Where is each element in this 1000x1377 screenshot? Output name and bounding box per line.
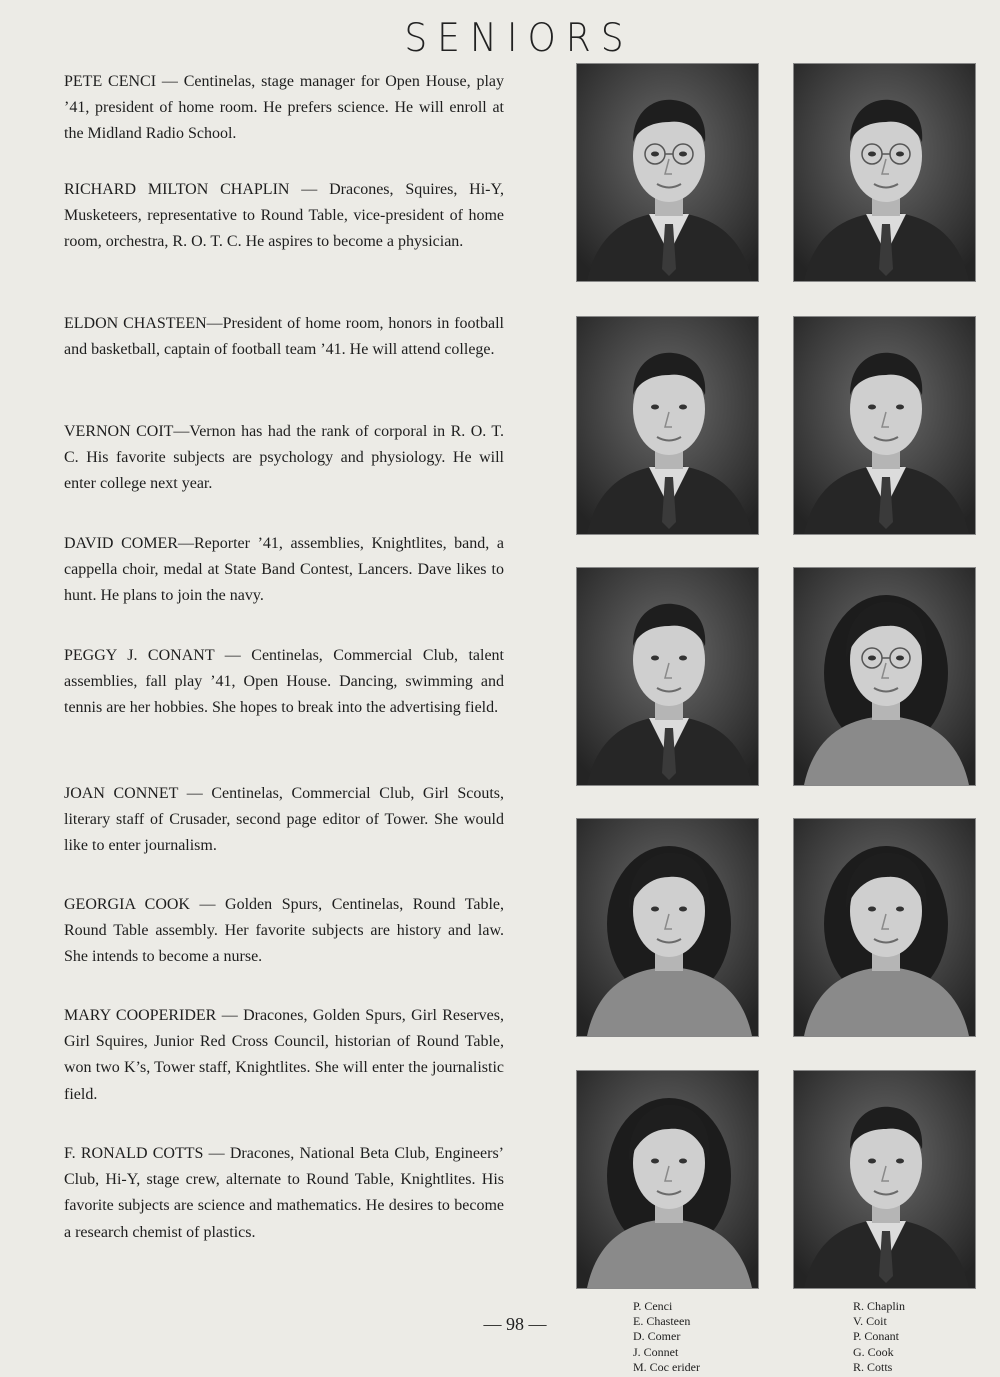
- portrait-photo-cooperider: [576, 1070, 759, 1289]
- page-number: — 98 —: [483, 1314, 547, 1334]
- page-title: SENIORS: [404, 15, 634, 62]
- caption-name: E. Chasteen: [633, 1314, 691, 1329]
- bio-cenci: PETE CENCI — Centinelas, stage manager for Open House, play ’41, president of home room. He prefers science. He will enroll at the Midland Radio School.: [64, 73, 504, 143]
- bio-chasteen: ELDON CHASTEEN—President of home room, honors in football and basketball, captain of football team ’41. He will attend college.: [64, 315, 504, 359]
- portrait-photo-comer: [576, 567, 759, 786]
- portrait-photo-cotts: [793, 1070, 976, 1289]
- portrait-photo-cook: [793, 818, 976, 1037]
- bio-coit: VERNON COIT—Vernon has had the rank of corporal in R. O. T. C. His favorite subjects are psychology and physiology. He will enter college next year.: [64, 423, 504, 493]
- bio-chaplin: RICHARD MILTON CHAPLIN — Dracones, Squires, Hi-Y, Musketeers, representative to Round Table, vice-president of home room, orchestra, R. O. T. C. He aspires to become a physician.: [64, 181, 504, 251]
- caption-name: P. Cenci: [633, 1299, 673, 1313]
- caption-name: R. Chaplin: [853, 1299, 906, 1313]
- portrait-photo-chaplin: [793, 63, 976, 282]
- caption-name: D. Comer: [633, 1329, 681, 1344]
- portrait-photo-conant: [793, 567, 976, 786]
- caption-name: R. Cotts: [853, 1359, 893, 1374]
- portrait-photo-chasteen: [576, 316, 759, 535]
- caption-name: J. Connet: [633, 1344, 679, 1359]
- bio-connet: JOAN CONNET — Centinelas, Commercial Club, Girl Scouts, literary staff of Crusader, second page editor of Tower. She would like to enter journalism.: [64, 785, 504, 855]
- caption-right-column: [853, 1299, 905, 1375]
- portrait-photo-connet: [576, 818, 759, 1037]
- caption-name: V. Coit: [853, 1314, 887, 1329]
- caption-name: G. Cook: [853, 1344, 894, 1359]
- portrait-photo-coit: [793, 316, 976, 535]
- bio-comer: DAVID COMER—Reporter ’41, assemblies, Knightlites, band, a cappella choir, medal at State Band Contest, Lancers. Dave likes to hunt. He plans to join the navy.: [64, 535, 504, 605]
- caption-name: P. Conant: [853, 1329, 900, 1344]
- portrait-photo-cenci: [576, 63, 759, 282]
- caption-left-column: [633, 1299, 700, 1375]
- bio-cotts: F. RONALD COTTS — Dracones, National Beta Club, Engineers’ Club, Hi-Y, stage crew, alternate to Round Table, Knightlites. His favorite subjects are science and mathematics. He desires to become a research chemist of plastics.: [64, 1145, 504, 1241]
- bio-cook: GEORGIA COOK — Golden Spurs, Centinelas, Round Table, Round Table assembly. Her favorite subjects are history and law. She intends to become a nurse.: [64, 896, 504, 966]
- bio-conant: PEGGY J. CONANT — Centinelas, Commercial Club, talent assemblies, fall play ’41, Open House. Dancing, swimming and tennis are her hobbies. She hopes to break into the advertising field.: [64, 647, 504, 717]
- caption-name: M. Coc erider: [633, 1359, 700, 1374]
- bio-cooperider: MARY COOPERIDER — Dracones, Golden Spurs, Girl Reserves, Girl Squires, Junior Red Cross Council, historian of Round Table, won two K’s, Tower staff, Knightlites. She will enter the journalistic field.: [64, 1007, 504, 1103]
